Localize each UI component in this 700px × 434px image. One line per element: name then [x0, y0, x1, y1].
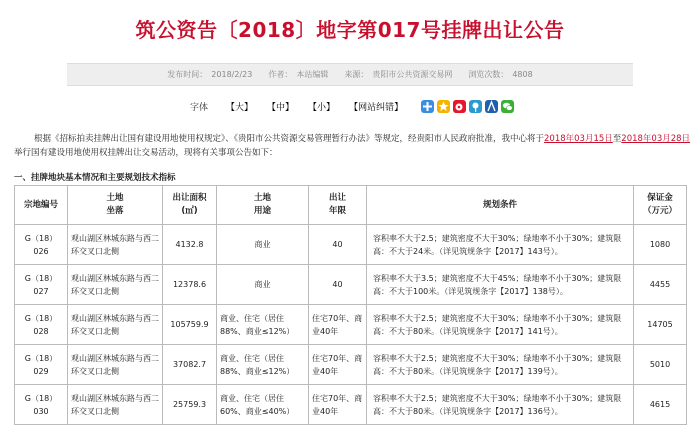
cell-conditions: 容积率不大于2.5；建筑密度不大于30%；绿地率不小于30%；建筑限高：不大于80米。（详见筑规条字【2017】141号）。 — [367, 305, 634, 345]
cell-deposit: 5010 — [634, 345, 687, 385]
cell-term: 住宅70年、商业40年 — [309, 305, 367, 345]
header-land-use: 土地 用途 — [217, 186, 309, 225]
weibo-share-icon[interactable] — [453, 100, 466, 113]
cell-conditions: 容积率不大于2.5；建筑密度不大于30%；绿地率不小于30%；建筑限高：不大于80米。（详见筑规条字【2017】139号）。 — [367, 345, 634, 385]
cell-land-use: 商业、住宅（居住60%、商业≤40%） — [217, 385, 309, 425]
cell-parcel-id: G（18）029 — [15, 345, 68, 385]
cell-term: 40 — [309, 225, 367, 265]
cell-land-use: 商业、住宅（居住88%、商业≤12%） — [217, 305, 309, 345]
end-date: 2018年03月28日 — [621, 134, 691, 144]
header-location: 土地 坐落 — [68, 186, 163, 225]
cell-conditions: 容积率不大于2.5；建筑密度不大于30%；绿地率不小于30%；建筑限高：不大于24米。（详见筑规条字【2017】143号）。 — [367, 225, 634, 265]
share-more-icon[interactable] — [421, 100, 434, 113]
cell-land-use: 商业 — [217, 265, 309, 305]
wechat-share-icon[interactable] — [501, 100, 514, 113]
intro-text-2: 至 — [612, 134, 622, 144]
renren-share-icon[interactable] — [485, 100, 498, 113]
cell-conditions: 容积率不大于2.5；建筑密度不大于30%；绿地率不小于30%；建筑限高：不大于80米。（详见筑规条字【2017】136号）。 — [367, 385, 634, 425]
cell-term: 住宅70年、商业40年 — [309, 385, 367, 425]
table-row — [15, 305, 687, 345]
cell-deposit: 14705 — [634, 305, 687, 345]
table-row — [15, 345, 687, 385]
cell-area: 4132.8 — [163, 225, 217, 265]
intro-text-1: 根据《招标拍卖挂牌出让国有建设用地使用权规定》、《贵阳市公共资源交易管理暂行办法》等规定，经贵阳市人民政府批准，我中心将于 — [34, 134, 545, 144]
section-heading: 一、挂牌地块基本情况和主要规划技术指标 — [14, 173, 176, 183]
header-parcel-id: 宗地编号 — [15, 186, 68, 225]
intro-text-3: 举行国有建设用地使用权挂牌出让交易活动，现将有关事项公告如下： — [14, 148, 278, 158]
cell-term: 40 — [309, 265, 367, 305]
font-size-label: 字体 — [190, 102, 209, 113]
table-header-row — [15, 186, 687, 225]
cell-parcel-id: G（18）026 — [15, 225, 68, 265]
cell-term: 住宅70年、商业40年 — [309, 345, 367, 385]
font-small-link[interactable]: 【小】 — [308, 102, 336, 113]
source: 来源： 贵阳市公共资源交易网 — [344, 70, 453, 79]
cell-conditions: 容积率不大于3.5；建筑密度不大于45%；绿地率不小于30%；建筑限高：不大于100米。（详见筑规条字【2017】138号）。 — [367, 265, 634, 305]
cell-area: 12378.6 — [163, 265, 217, 305]
view-count: 浏览次数： 4808 — [468, 70, 533, 79]
cell-location: 观山湖区林城东路与西二环交叉口北侧 — [68, 225, 163, 265]
cell-deposit: 1080 — [634, 225, 687, 265]
cell-location: 观山湖区林城东路与西二环交叉口北侧 — [68, 385, 163, 425]
tencent-weibo-share-icon[interactable] — [469, 100, 482, 113]
share-icons — [421, 100, 514, 113]
header-planning-conditions: 规划条件 — [367, 186, 634, 225]
cell-location: 观山湖区林城东路与西二环交叉口北侧 — [68, 345, 163, 385]
cell-location: 观山湖区林城东路与西二环交叉口北侧 — [68, 265, 163, 305]
publish-time: 发布时间： 2018/2/23 — [167, 70, 253, 79]
start-date: 2018年03月15日 — [544, 134, 613, 144]
cell-land-use: 商业 — [217, 225, 309, 265]
cell-area: 105759.9 — [163, 305, 217, 345]
cell-parcel-id: G（18）027 — [15, 265, 68, 305]
intro-paragraph — [14, 132, 694, 160]
font-large-link[interactable]: 【大】 — [226, 102, 254, 113]
site-correction-link[interactable]: 【网站纠错】 — [349, 102, 404, 113]
header-term: 出让 年限 — [309, 186, 367, 225]
table-row — [15, 265, 687, 305]
cell-deposit: 4615 — [634, 385, 687, 425]
parcel-table — [14, 185, 687, 425]
font-medium-link[interactable]: 【中】 — [267, 102, 295, 113]
article-meta-bar — [67, 63, 633, 86]
cell-land-use: 商业、住宅（居住88%、商业≤12%） — [217, 345, 309, 385]
cell-area: 25759.3 — [163, 385, 217, 425]
table-row — [15, 225, 687, 265]
cell-deposit: 4455 — [634, 265, 687, 305]
article-toolbar — [190, 98, 514, 114]
header-deposit: 保证金 （万元） — [634, 186, 687, 225]
cell-location: 观山湖区林城东路与西二环交叉口北侧 — [68, 305, 163, 345]
author: 作者： 本站编辑 — [268, 70, 329, 79]
header-area: 出让面积 (㎡) — [163, 186, 217, 225]
cell-parcel-id: G（18）030 — [15, 385, 68, 425]
qzone-share-icon[interactable] — [437, 100, 450, 113]
table-row — [15, 385, 687, 425]
cell-area: 37082.7 — [163, 345, 217, 385]
page-title: 筑公资告〔2018〕地字第017号挂牌出让公告 — [135, 18, 565, 42]
cell-parcel-id: G（18）028 — [15, 305, 68, 345]
